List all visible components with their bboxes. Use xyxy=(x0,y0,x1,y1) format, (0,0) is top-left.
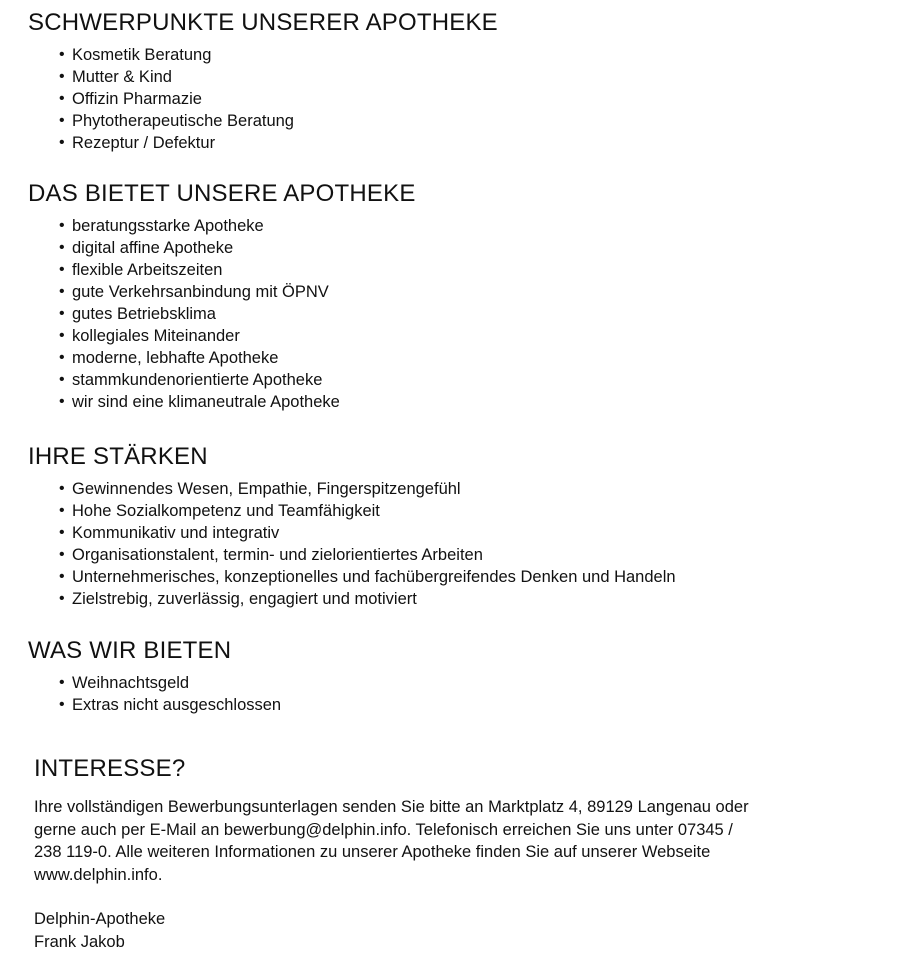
bullet-list xyxy=(28,478,888,610)
list-item: • Weihnachtsgeld xyxy=(28,672,888,694)
contact-line: 238 119-0. Alle weiteren Informationen zu unserer Apotheke finden Sie auf unserer Webseite xyxy=(34,843,711,861)
list-item: • Phytotherapeutische Beratung xyxy=(28,110,888,132)
contact-person: Frank Jakob xyxy=(34,932,125,951)
list-item: • beratungsstarke Apotheke xyxy=(28,215,888,237)
section-schwerpunkte xyxy=(28,8,888,154)
bullet-list xyxy=(28,215,888,413)
list-item: • flexible Arbeitszeiten xyxy=(28,259,888,281)
section-title: SCHWERPUNKTE UNSERER APOTHEKE xyxy=(28,9,498,36)
contact-line: gerne auch per E-Mail an bewerbung@delphin.info. Telefonisch erreichen Sie uns unter 07345 / xyxy=(34,820,733,839)
bullet-list xyxy=(28,44,888,154)
list-item: • Rezeptur / Defektur xyxy=(28,132,888,154)
list-item: • wir sind eine klimaneutrale Apotheke xyxy=(28,391,888,413)
list-item: • Extras nicht ausgeschlossen xyxy=(28,694,888,716)
list-item: • gute Verkehrsanbindung mit ÖPNV xyxy=(28,281,888,303)
section-ihre-staerken xyxy=(28,442,888,610)
section-das-bietet xyxy=(28,179,888,413)
list-item: • Offizin Pharmazie xyxy=(28,88,888,110)
list-item: • Hohe Sozialkompetenz und Teamfähigkeit xyxy=(28,500,888,522)
section-title: DAS BIETET UNSERE APOTHEKE xyxy=(28,180,416,207)
list-item: • gutes Betriebsklima xyxy=(28,303,888,325)
contact-section xyxy=(34,754,884,953)
list-item: • moderne, lebhafte Apotheke xyxy=(28,347,888,369)
section-was-wir-bieten xyxy=(28,636,888,716)
list-item: • Unternehmerisches, konzeptionelles und fachübergreifendes Denken und Handeln xyxy=(28,566,888,588)
list-item: • Zielstrebig, zuverlässig, engagiert und motiviert xyxy=(28,588,888,610)
contact-line: Ihre vollständigen Bewerbungsunterlagen senden Sie bitte an Marktplatz 4, 89129 Langenau oder xyxy=(34,798,749,816)
list-item: • Organisationstalent, termin- und zielorientiertes Arbeiten xyxy=(28,544,888,566)
bullet-list xyxy=(28,672,888,716)
contact-paragraph xyxy=(34,796,884,886)
list-item: • Mutter & Kind xyxy=(28,66,888,88)
section-title: WAS WIR BIETEN xyxy=(28,637,232,664)
section-title: IHRE STÄRKEN xyxy=(28,443,208,470)
signature-block xyxy=(34,908,884,953)
list-item: • kollegiales Miteinander xyxy=(28,325,888,347)
contact-title: INTERESSE? xyxy=(34,755,186,782)
list-item: • Kommunikativ und integrativ xyxy=(28,522,888,544)
list-item: • digital affine Apotheke xyxy=(28,237,888,259)
company-name: Delphin-Apotheke xyxy=(34,910,166,928)
contact-line: www.delphin.info. xyxy=(34,865,163,884)
list-item: • Kosmetik Beratung xyxy=(28,44,888,66)
list-item: • Gewinnendes Wesen, Empathie, Fingerspitzengefühl xyxy=(28,478,888,500)
list-item: • stammkundenorientierte Apotheke xyxy=(28,369,888,391)
